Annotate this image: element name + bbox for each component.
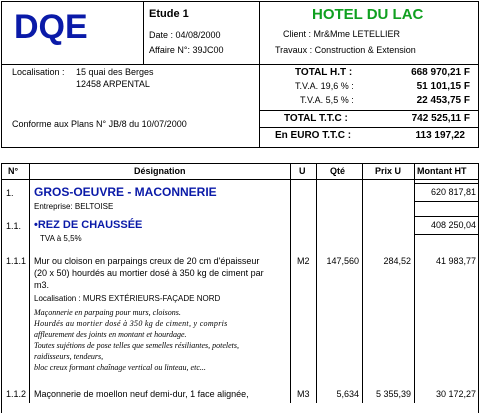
subsection-amount: 408 250,04 (430, 220, 476, 230)
total-ht-value: 668 970,21 F (411, 67, 470, 78)
section-entreprise: Entreprise: BELTOISE (34, 202, 114, 211)
section-number: 1. (6, 188, 14, 198)
item-note-line5: raidisseurs, tendeurs, (34, 352, 104, 361)
total-ttc-label: TOTAL T.T.C : (284, 113, 348, 124)
client-name: Client : Mr&Mme LETELLIER (283, 29, 401, 39)
tva2-value: 22 453,75 F (416, 95, 470, 106)
item-note-line3: affleurement des joints en montant et hourdage. (34, 330, 187, 339)
subsection-title: •REZ DE CHAUSSÉE (34, 219, 143, 231)
col-header-price: Prix U (375, 166, 402, 176)
travaux-description: Travaux : Construction & Extension (275, 45, 416, 55)
item-note-line6: bloc creux formant chaînage vertical ou linteau, etc... (34, 363, 206, 372)
item-qty: 5,634 (336, 389, 359, 399)
item-description-line1: Maçonnerie de moellon neuf demi-dur, 1 face alignée, (34, 389, 249, 399)
item-price: 5 355,39 (375, 389, 411, 399)
table-frame (1, 163, 479, 413)
plans-reference: Conforme aux Plans N° JB/8 du 10/07/2000 (12, 119, 187, 129)
item-amount: 30 172,27 (435, 389, 476, 399)
section-amount: 620 817,81 (430, 187, 476, 197)
item-description-line2: (20 x 50) hourdés au mortier dosé à 350 kg de ciment par (34, 268, 264, 278)
item-unit: M2 (297, 256, 310, 266)
item-note-line1: Maçonnerie en parpaing pour murs, cloisons. (34, 308, 181, 317)
col-header-designation: Désignation (134, 166, 186, 176)
item-qty: 147,560 (326, 256, 359, 266)
tva2-label: T.V.A. 5,5 % : (300, 95, 354, 105)
item-number: 1.1.2 (6, 389, 27, 399)
euro-ttc-label: En EURO T.T.C : (275, 130, 352, 141)
col-header-qty: Qté (330, 166, 346, 176)
item-description-line1: Mur ou cloison en parpaings creux de 20 cm d'épaisseur (34, 256, 260, 266)
project-title: HOTEL DU LAC (312, 6, 424, 23)
subsection-number: 1.1. (6, 221, 22, 231)
item-unit: M3 (297, 389, 310, 399)
tva1-label: T.V.A. 19,6 % : (295, 81, 354, 91)
col-header-num: N° (8, 166, 19, 176)
item-note-line4: Toutes sujétions de pose telles que semelles résiliantes, potelets, (34, 341, 240, 350)
location-label: Localisation : (12, 67, 65, 77)
item-amount: 41 983,77 (435, 256, 476, 266)
item-localisation: Localisation : MURS EXTÉRIEURS-FAÇADE NORD (34, 294, 221, 303)
study-title: Etude 1 (149, 8, 189, 20)
item-number: 1.1.1 (6, 256, 27, 266)
item-note-line2: Hourdés au mortier dosé à 350 kg de ciment, y compris (34, 319, 228, 328)
euro-ttc-value: 113 197,22 (415, 130, 465, 141)
item-description-line3: m3. (34, 280, 50, 290)
subsection-tva: TVA à 5,5% (40, 234, 82, 243)
tva1-value: 51 101,15 F (416, 81, 470, 92)
study-date: Date : 04/08/2000 (149, 30, 221, 40)
location-line2: 12458 ARPENTAL (76, 79, 150, 89)
col-header-unit: U (299, 166, 306, 176)
col-header-amount: Montant HT (417, 166, 467, 176)
affaire-number: Affaire N°: 39JC00 (149, 45, 224, 55)
table-header-divider (1, 179, 479, 180)
logo: DQE (14, 8, 88, 46)
section-title: GROS-OEUVRE - MACONNERIE (34, 185, 217, 199)
item-price: 284,52 (383, 256, 411, 266)
total-ht-label: TOTAL H.T : (295, 67, 353, 78)
total-ttc-value: 742 525,11 F (411, 113, 470, 124)
location-line1: 15 quai des Berges (76, 67, 154, 77)
